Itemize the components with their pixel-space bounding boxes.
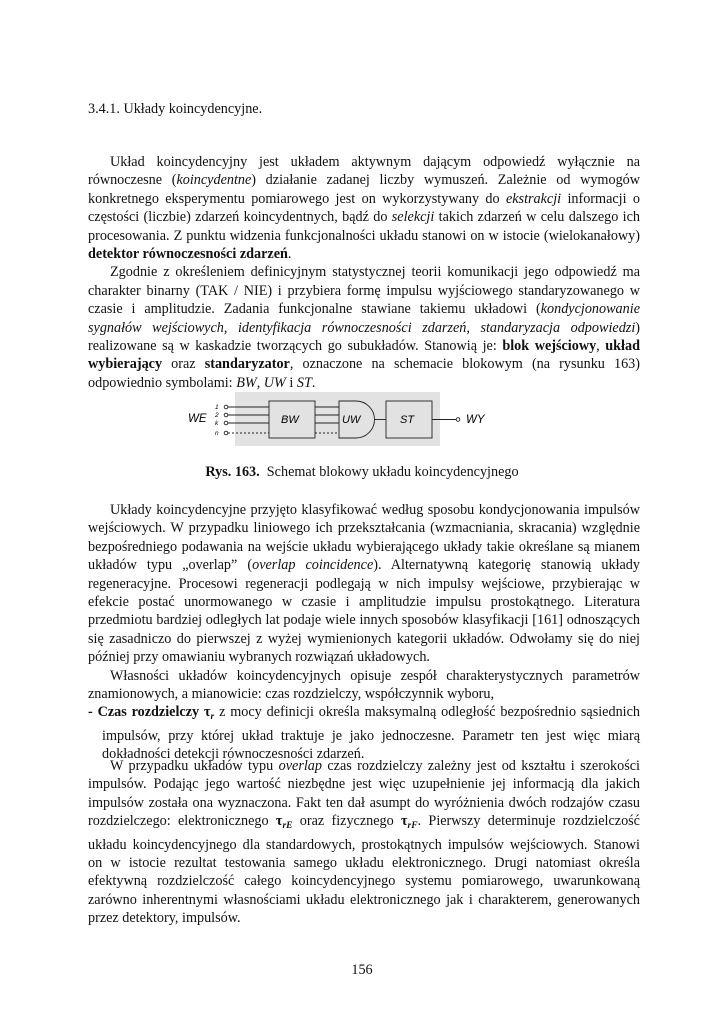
list-item-text: z mocy definicji określa maksymalną odległość bezpośrednio sąsiednich impulsów, przy której układ traktuje je jako jednoczesne. Parametr ten jest więc miarą dokładności detekcji równoczesności zdarzeń. [102, 704, 640, 763]
italic-term: kondycjonowanie sygnałów wejściowych, identyfikacja równoczesności zdarzeń, standaryzacja odpowiedzi [88, 301, 640, 336]
bold-term: standaryzator [204, 356, 290, 373]
text-block-3 [88, 757, 640, 928]
output-terminal [456, 418, 460, 422]
italic-term: ST [296, 374, 312, 391]
channel-label-1: 1 [215, 404, 219, 411]
italic-term: UW [263, 374, 286, 391]
channel-label-n: n [215, 430, 219, 437]
tau-subscript: rE [282, 821, 293, 832]
tau-symbol: τ [275, 813, 283, 830]
paragraph-classification: Układy koincydencyjne przyjęto klasyfikować według sposobu kondycjonowania impulsów wejściowych. W przypadku liniowego ich przekształcania (wzmacniania, skracania) względnie bezpośredniego podawania na wejście układu wybierającego układy takie określane są mianem układów typu „overlap” (overlap coincidence). Alternatywną kategorię stanowią układy regeneracyjne. Procesowi regeneracji podlegają w nich impulsy wejściowe, przybierając w efekcie postać unormowanego w czasie i amplitudzie impulsu prostokątnego. Literatura przedmiotu bardziej odległych lat podaje wiele innych sposobów klasyfikacji [161] odnoszących się zasadniczo do pierwszej z wyżej wymienionych kategorii układów. Odwołamy się do niej później przy omawianiu wybranych rozwiązań układowych. [88, 502, 640, 666]
italic-term: ekstrakcji [505, 190, 562, 207]
italic-term: selekcji [391, 209, 435, 226]
channel-label-2: 2 [215, 412, 219, 419]
italic-term: koincydentne [176, 172, 252, 189]
figure-caption-number: Rys. 163. [205, 464, 260, 480]
italic-term: overlap [278, 758, 322, 774]
tau-symbol: τ [203, 704, 211, 721]
figure-caption-text: Schemat blokowy układu koincydencyjnego [266, 464, 519, 480]
paragraph-intro: Układ koincydencyjny jest układem aktywnym dającym odpowiedź wyłącznie na równoczesne (koincydentne) działanie zadanej liczby wymuszeń. Zależnie od wymogów konkretnego eksperymentu pomiarowego jest on wykorzystywany do ekstrakcji informacji o częstości (liczbie) zdarzeń koincydentnych, bądź do selekcji takich zdarzeń w celu dalszego ich procesowania. Z punktu widzenia funkcjonalności układu stanowi on w istocie (wielokanałowy) detektor równoczesności zdarzeń. [88, 154, 641, 263]
channel-label-k: k [215, 420, 219, 427]
tau-symbol: τ [401, 813, 408, 830]
tau-subscript: r [210, 712, 215, 723]
paragraph-parameters: Własności układów koincydencyjnych opisuje zespół charakterystycznych parametrów znamionowych, a mianowicie: czas rozdzielczy, współczynnik wyboru, [88, 667, 640, 703]
paragraph-overlap: W przypadku układów typu overlap czas rozdzielczy zależny jest od kształtu i szerokości impulsów. Podając jego wartość niezbędne jest więc uzupełnienie jej informacją dla jakich impulsów została ona wyznaczona. Fakt ten dał asumpt do wyróżnienia dwóch rodzajów czasu rozdzielczego: elektronicznego $\tau_{rE}$ oraz fizycznego $\tau_{rF}$. Pierwszy determinuje rozdzielczość układu koincydencyjnego dla standardowych, prostokątnych impulsów wejściowych. Stanowi on w istocie rezultat testowania samego układu elektronicznego. Drugi natomiast określa efektywną rozdzielczość całego koincydencyjnego systemu pomiarowego, uwarunkowaną zarówno inherentnymi własnościami układu elektronicznego jak i charakterem, generowanych przez detektory, impulsów. [88, 758, 640, 927]
section-heading: 3.4.1. Układy koincydencyjne. [88, 101, 263, 117]
input-label: WE [188, 413, 207, 425]
bold-term: blok wejściowy [502, 338, 597, 355]
bold-term: układ wybierający [88, 338, 640, 373]
block-bw-label: BW [281, 414, 299, 426]
bold-term: detektor równoczesności zdarzeń [88, 246, 288, 263]
text-block-1 [88, 153, 640, 392]
page-number: 156 [351, 962, 373, 978]
text-block-2 [88, 501, 640, 764]
list-item-resolving-time [88, 703, 640, 763]
list-item-lead: - Czas rozdzielczy [88, 704, 204, 721]
block-diagram [178, 390, 498, 448]
italic-term: BW [236, 374, 257, 391]
block-uw-label: UW [342, 414, 361, 426]
tau-subscript: rF [407, 821, 418, 832]
block-st-label: ST [400, 414, 415, 426]
paragraph-definition: Zgodnie z określeniem definicyjnym statystycznej teorii komunikacji jego odpowiedź ma charakter binarny (TAK / NIE) i przybiera formę impulsu wyjściowego standaryzowanego w czasie i amplitudzie. Zadania funkcjonalne stawiane takiemu układowi (kondycjonowanie sygnałów wejściowych, identyfikacja równoczesności zdarzeń, standaryzacja odpowiedzi) realizowane są w kaskadzie tworzących go subukładów. Stanowią je: blok wejściowy, układ wybierający oraz standaryzator, oznaczone na schemacie blokowym (na rysunku 163) odpowiednio symbolami: BW, UW i ST. [88, 264, 641, 391]
italic-term: overlap coincidence [252, 557, 374, 574]
figure-caption [0, 464, 724, 481]
output-label: WY [466, 414, 485, 426]
